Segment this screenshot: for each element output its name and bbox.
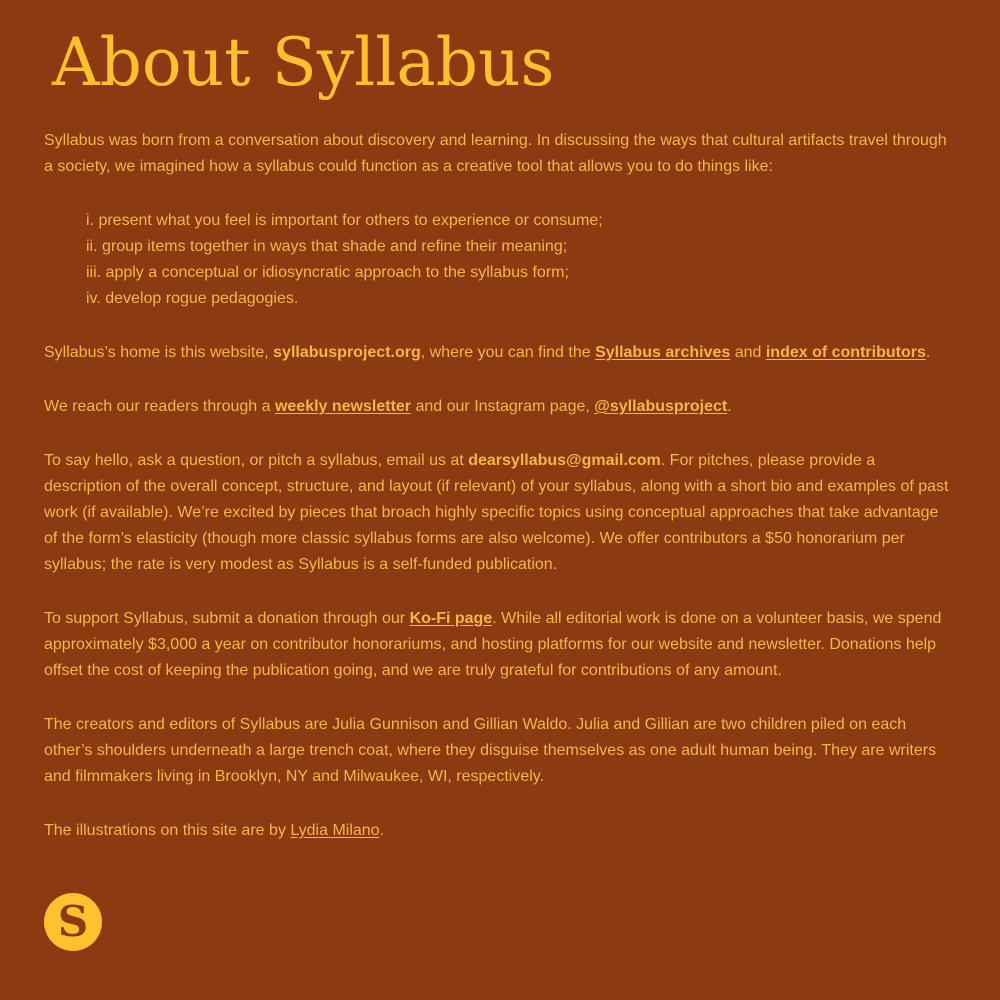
reach-text: We reach our readers through a <box>44 398 275 415</box>
syllabus-archives-link[interactable]: Syllabus archives <box>595 344 731 361</box>
home-text: , where you can find the <box>420 344 596 361</box>
site-name: syllabusproject.org <box>273 344 421 361</box>
intro-paragraph: Syllabus was born from a conversation about discovery and learning. In discussing the ways that cultural artifacts travel through a society, we imagined how a syllabus could function as a creative tool that allows you to do things like: <box>44 132 947 175</box>
uses-list <box>44 208 956 312</box>
list-item: iv. develop rogue pedagogies. <box>86 290 299 307</box>
contact-email: dearsyllabus@gmail.com <box>468 452 661 469</box>
ko-fi-link[interactable]: Ko-Fi page <box>409 610 493 627</box>
contact-text: To say hello, ask a question, or pitch a syllabus, email us at <box>44 452 469 469</box>
reach-text: and our Instagram page, <box>411 398 595 415</box>
list-item: iii. apply a conceptual or idiosyncratic approach to the syllabus form; <box>86 264 569 281</box>
support-text: . While all editorial work is done on a volunteer basis, we spend approximately $3,000 a year on contributor honorariums, and hosting platforms for our website and newsletter. Donations help offset the cost of keeping the publication going, and we are truly grateful for contributions of any amount. <box>44 610 942 679</box>
syllabus-s-logo-icon[interactable] <box>44 893 102 951</box>
weekly-newsletter-link[interactable]: weekly newsletter <box>274 398 412 415</box>
index-of-contributors-link[interactable]: index of contributors <box>765 344 926 361</box>
support-text: To support Syllabus, submit a donation through our <box>44 610 410 627</box>
logo-letter: S <box>57 897 89 946</box>
instagram-link[interactable]: @syllabusproject <box>594 398 728 415</box>
contact-paragraph <box>44 448 956 578</box>
home-paragraph <box>44 340 956 366</box>
contact-text: . For pitches, please provide a description of the overall concept, structure, and layout (if relevant) of your syllabus, along with a short bio and examples of past work (if available). We’re excited by pieces that broach highly specific topics using conceptual approaches that take advantage of the form’s elasticity (though more classic syllabus forms are also welcome). We offer contributors a $50 honorarium per syllabus; the rate is very modest as Syllabus is a self-funded publication. <box>44 452 949 573</box>
home-text: and <box>730 344 766 361</box>
reach-paragraph <box>44 394 956 420</box>
home-text: Syllabus’s home is this website, <box>44 344 274 361</box>
list-item: ii. group items together in ways that shade and refine their meaning; <box>86 238 568 255</box>
illustrations-text: The illustrations on this site are by <box>44 822 291 839</box>
list-item: i. present what you feel is important for others to experience or consume; <box>86 212 603 229</box>
reach-text: . <box>727 398 732 415</box>
illustrations-paragraph <box>44 818 956 844</box>
creators-paragraph: The creators and editors of Syllabus are Julia Gunnison and Gillian Waldo. Julia and Gillian are two children piled on each other’s shoulders underneath a large trench coat, where they disguise themselves as one adult human being. They are writers and filmmakers living in Brooklyn, NY and Milwaukee, WI, respectively. <box>44 716 937 785</box>
illustrations-text: . <box>379 822 385 839</box>
home-text: . <box>925 344 931 361</box>
page-title: About Syllabus <box>52 24 555 101</box>
illustrator-link[interactable]: Lydia Milano <box>290 822 380 839</box>
support-paragraph <box>44 606 956 684</box>
